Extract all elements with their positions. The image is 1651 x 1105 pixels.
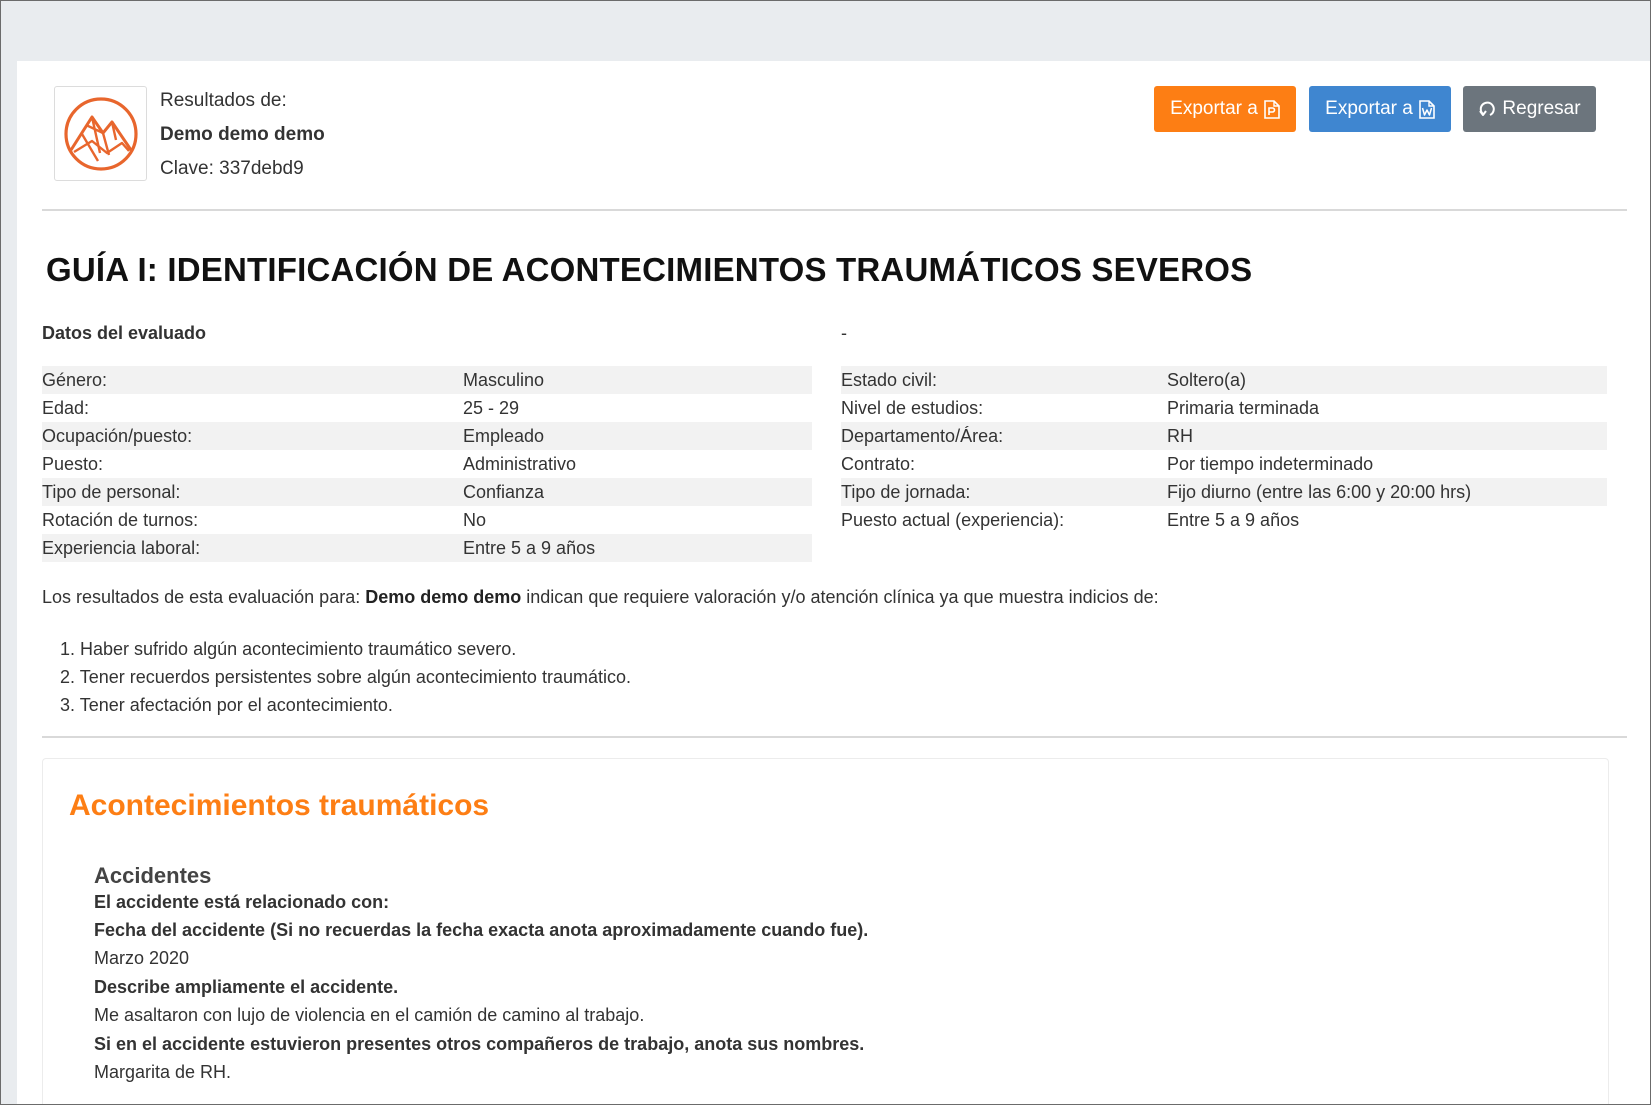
divider (42, 736, 1627, 738)
field-label: Experiencia laboral: (42, 534, 463, 562)
events-title: Acontecimientos traumáticos (69, 789, 490, 822)
results-card (17, 61, 1650, 1105)
answer: Marzo 2020 (94, 948, 190, 968)
field-label: Estado civil: (841, 366, 1167, 394)
right-column-header: - (841, 323, 847, 343)
field-value: Fijo diurno (entre las 6:00 y 20:00 hrs) (1167, 478, 1607, 506)
answer: Me asaltaron con lujo de violencia en el camión de camino al trabajo. (94, 1005, 645, 1025)
export-word-label: Exportar a (1325, 98, 1413, 119)
evaluee-name: Demo demo demo (160, 124, 325, 145)
back-label: Regresar (1502, 98, 1581, 119)
evaluee-data-table-left (42, 366, 812, 562)
field-value: Masculino (463, 366, 812, 394)
field-value: Empleado (463, 422, 812, 450)
events-subtitle: Accidentes (94, 863, 212, 888)
page-title: GUÍA I: IDENTIFICACIÓN DE ACONTECIMIENTOS TRAUMÁTICOS SEVEROS (46, 251, 1253, 288)
summary-suffix: indican que requiere valoración y/o atención clínica ya que muestra indicios de: (526, 587, 1159, 607)
table-row (841, 422, 1607, 450)
field-value: Soltero(a) (1167, 366, 1607, 394)
question: Si en el accidente estuvieron presentes otros compañeros de trabajo, anota sus nombres. (94, 1034, 865, 1054)
field-label: Departamento/Área: (841, 422, 1167, 450)
field-label: Género: (42, 366, 463, 394)
field-label: Ocupación/puesto: (42, 422, 463, 450)
field-label: Tipo de jornada: (841, 478, 1167, 506)
field-value: Administrativo (463, 453, 577, 474)
field-label: Tipo de personal: (42, 478, 463, 506)
evaluee-section-label: Datos del evaluado (42, 323, 207, 343)
table-row (42, 394, 812, 422)
field-value: Primaria terminada (1167, 397, 1320, 418)
table-row (841, 366, 1607, 394)
field-label: Nivel de estudios: (841, 397, 984, 418)
question: El accidente está relacionado con: (94, 892, 390, 912)
field-value: Entre 5 a 9 años (1167, 509, 1300, 530)
export-word-button[interactable] (1309, 86, 1451, 132)
field-label: Contrato: (841, 453, 916, 474)
summary-name: Demo demo demo (365, 587, 522, 607)
field-label: Puesto actual (experiencia): (841, 509, 1065, 530)
field-value: 25 - 29 (463, 397, 520, 418)
back-button[interactable] (1463, 86, 1596, 132)
table-row (42, 506, 812, 534)
answer: Margarita de RH. (94, 1062, 232, 1082)
table-row (42, 366, 812, 394)
question: Fecha del accidente (Si no recuerdas la fecha exacta anota aproximadamente cuando fue). (94, 920, 869, 940)
pdf-file-icon (1264, 100, 1280, 119)
field-value: No (463, 509, 487, 530)
table-row (42, 534, 812, 562)
export-pdf-label: Exportar a (1170, 98, 1258, 119)
list-item: 2. Tener recuerdos persistentes sobre algún acontecimiento traumático. (60, 667, 631, 687)
field-value: Confianza (463, 478, 812, 506)
word-file-icon (1419, 100, 1435, 119)
field-value: RH (1167, 422, 1607, 450)
table-row (841, 394, 1607, 422)
field-value: Entre 5 a 9 años (463, 534, 812, 562)
table-row (42, 422, 812, 450)
list-item: 3. Tener afectación por el acontecimiento. (60, 695, 393, 715)
field-label: Rotación de turnos: (42, 509, 199, 530)
table-row (42, 478, 812, 506)
results-summary (42, 587, 1159, 608)
table-row (841, 450, 1607, 478)
mountain-logo-icon (62, 95, 140, 173)
question: Describe ampliamente el accidente. (94, 977, 399, 997)
evaluee-data-table-right (841, 366, 1607, 534)
divider (42, 209, 1627, 211)
table-row (42, 450, 812, 478)
summary-prefix: Los resultados de esta evaluación para: (42, 587, 361, 607)
results-label: Resultados de: (160, 90, 287, 111)
company-logo (54, 86, 147, 181)
traumatic-events-panel (42, 758, 1609, 1105)
field-value: Por tiempo indeterminado (1167, 453, 1374, 474)
field-label: Puesto: (42, 453, 104, 474)
undo-icon (1478, 100, 1496, 118)
list-item: 1. Haber sufrido algún acontecimiento traumático severo. (60, 639, 517, 659)
table-row (841, 478, 1607, 506)
indicator-list (42, 635, 631, 719)
table-row (841, 506, 1607, 534)
export-pdf-button[interactable] (1154, 86, 1296, 132)
field-label: Edad: (42, 397, 90, 418)
results-header (17, 61, 1650, 211)
evaluee-key: Clave: 337debd9 (160, 158, 304, 179)
